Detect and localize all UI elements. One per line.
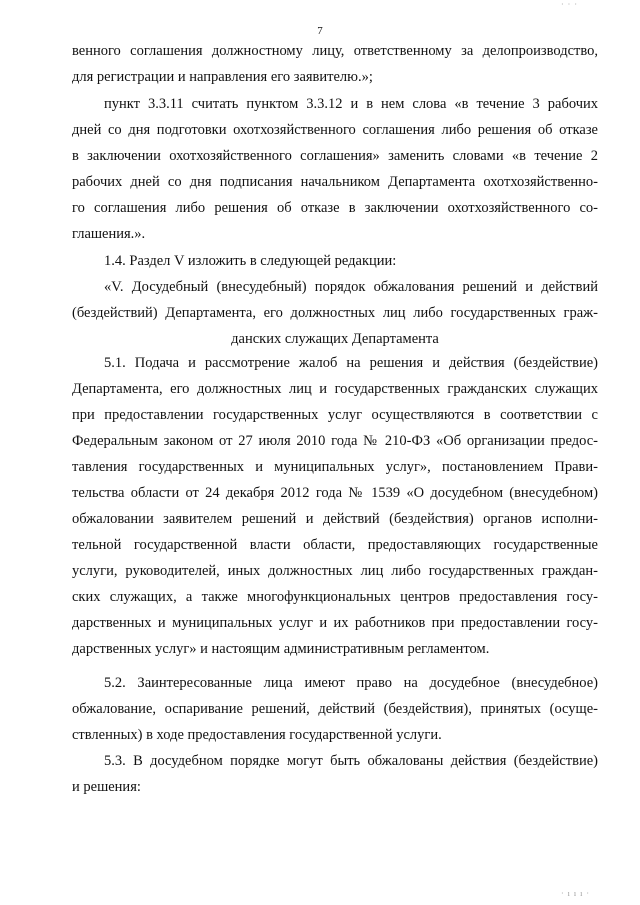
- text-line: тельной государственной власти области, предоставляющих государственные: [72, 537, 598, 553]
- text-line: дней со дня подготовки охотхозяйственного соглашения либо решения об отказе: [72, 122, 598, 138]
- text-line: Федеральным законом от 27 июля 2010 года № 210-ФЗ «Об организации предос-: [72, 433, 598, 449]
- text-line: го соглашения либо решения об отказе в заключении охотхозяйственного со-: [72, 200, 598, 216]
- text-line: услуги, руководителей, иных должностных лиц либо государственных граждан-: [72, 563, 598, 579]
- paragraph-clause-3-3-11: [72, 91, 598, 247]
- paragraph-5-1: [72, 350, 598, 662]
- text-line: при предоставлении государственных услуг осуществляются в соответствии с: [72, 407, 598, 423]
- text-line: 1.4. Раздел V изложить в следующей редакции:: [104, 253, 397, 269]
- text-line: 5.3. В досудебном порядке могут быть обжалованы действия (бездействие): [104, 753, 598, 769]
- page-number: 7: [317, 25, 323, 37]
- paragraph-item-1-4: [72, 248, 598, 274]
- text-line: венного соглашения должностному лицу, ответственному за делопроизводство,: [72, 43, 598, 59]
- text-line: рабочих дней со дня подписания начальником Департамента охотхозяйственно-: [72, 174, 598, 190]
- text-line: в заключении охотхозяйственного соглашения» заменить словами «в течение 2: [72, 148, 598, 164]
- paragraph-5-3: [72, 748, 598, 800]
- text-line: и решения:: [72, 779, 141, 795]
- text-line: обжалование, оспаривание решений, действий (бездействия), принятых (осуще-: [72, 701, 598, 717]
- text-line: пункт 3.3.11 считать пунктом 3.3.12 и в нем слова «в течение 3 рабочих: [104, 96, 598, 112]
- text-line: 5.2. Заинтересованные лица имеют право на досудебное (внесудебное): [104, 675, 598, 691]
- text-line: дарственных и муниципальных услуг и их работников при предоставлении госу-: [72, 615, 598, 631]
- text-line: глашения.».: [72, 226, 146, 242]
- text-line: ских служащих, а также многофункциональных центров предоставления госу-: [72, 589, 598, 605]
- scan-artifact-bottom: · ı ı ı ·: [561, 889, 590, 898]
- text-line: ствленных) в ходе предоставления государственной услуги.: [72, 727, 442, 743]
- text-line: «V. Досудебный (внесудебный) порядок обжалования решений и действий: [104, 279, 598, 295]
- scan-artifact-top: · · ·: [561, 0, 578, 9]
- text-line: для регистрации и направления его заявителю.»;: [72, 69, 373, 85]
- text-line: тельства области от 24 декабря 2012 года № 1539 «О досудебном (внесудебном): [72, 485, 598, 501]
- text-line: Департамента, его должностных лиц и государственных гражданских служащих: [72, 381, 598, 397]
- paragraph-continuation: [72, 38, 598, 90]
- text-line: тавления государственных и муниципальных услуг», постановлением Прави-: [72, 459, 598, 475]
- section-heading: [72, 274, 598, 352]
- paragraph-5-2: [72, 670, 598, 748]
- text-line: дарственных услуг» и настоящим административным регламентом.: [72, 641, 490, 657]
- text-line: обжаловании заявителем решений и действий (бездействия) органов исполни-: [72, 511, 598, 527]
- text-line: данских служащих Департамента: [231, 331, 439, 347]
- text-line: 5.1. Подача и рассмотрение жалоб на решения и действия (бездействие): [104, 355, 598, 371]
- text-line: (бездействий) Департамента, его должностных лиц либо государственных граж-: [72, 305, 598, 321]
